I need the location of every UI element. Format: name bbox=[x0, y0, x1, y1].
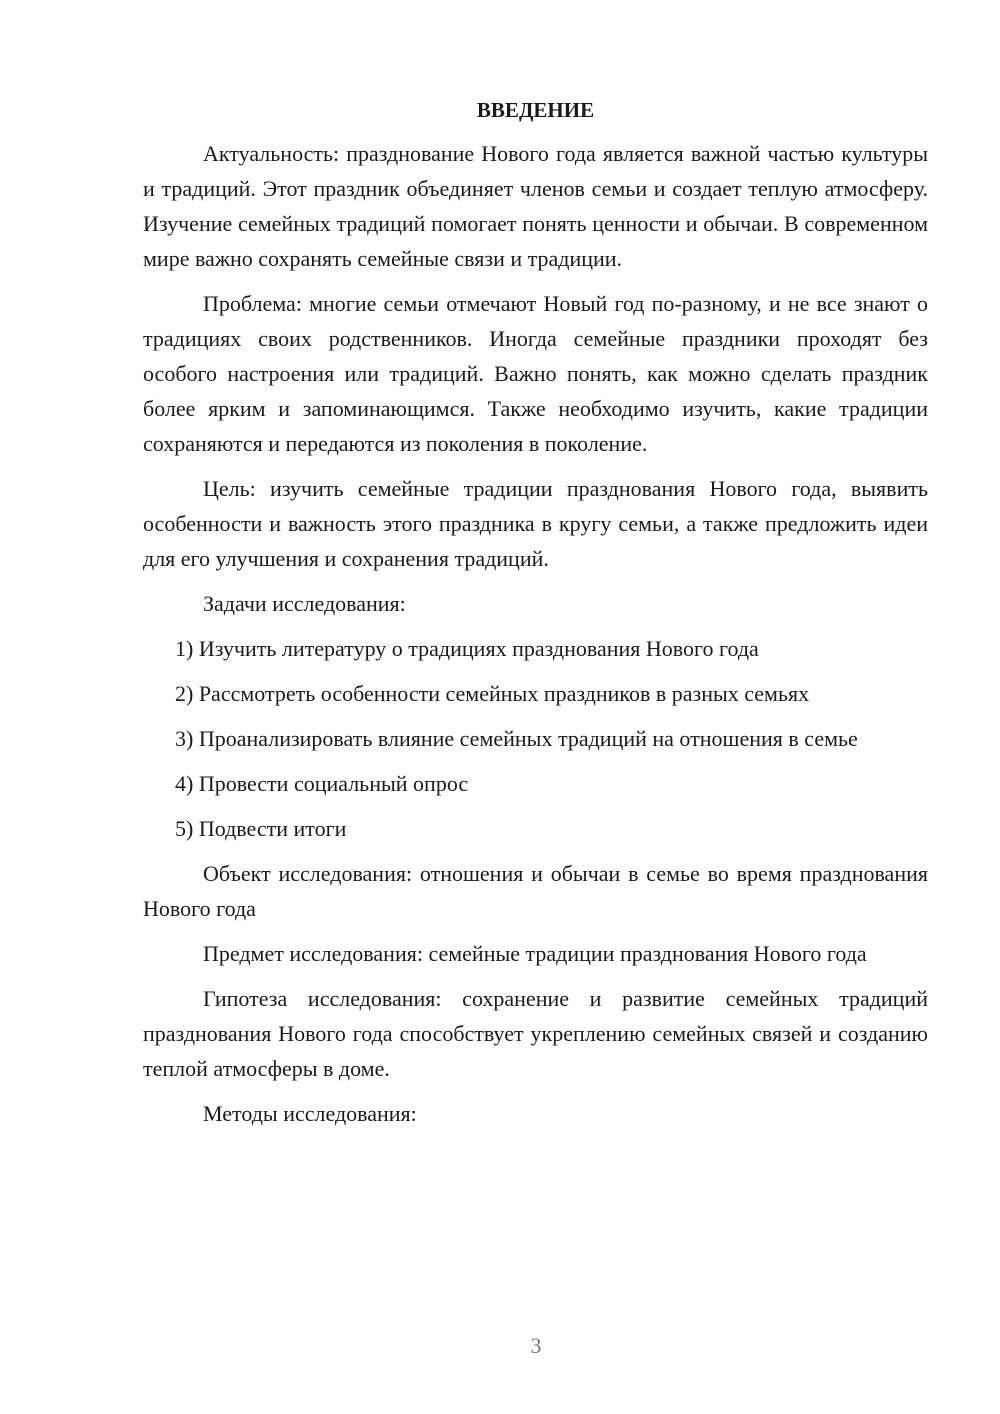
task-item: 5) Подвести итоги bbox=[175, 816, 347, 841]
hypothesis-paragraph: Гипотеза исследования: сохранение и развитие семейных традиций празднования Нового года способствует укреплению семейных связей и созданию теплой атмосферы в доме. bbox=[143, 986, 928, 1081]
methods-heading: Методы исследования: bbox=[203, 1101, 417, 1126]
relevance-paragraph: Актуальность: празднование Нового года является важной частью культуры и традиций. Этот праздник объединяет членов семьи и создает теплую атмосферу. Изучение семейных традиций помогает понять ценности и обычаи. В современном мире важно сохранять семейные связи и традиции. bbox=[143, 141, 928, 271]
object-paragraph: Объект исследования: отношения и обычаи в семье во время празднования Нового года bbox=[143, 861, 928, 921]
problem-paragraph: Проблема: многие семьи отмечают Новый год по-разному, и не все знают о традициях своих родственников. Иногда семейные праздники проходят без особого настроения или традиций. Важно понять, как можно сделать праздник более ярким и запоминающимся. Также необходимо изучить, какие традиции сохраняются и передаются из поколения в поколение. bbox=[143, 291, 928, 456]
goal-paragraph: Цель: изучить семейные традиции празднования Нового года, выявить особенности и важность этого праздника в кругу семьи, а также предложить идеи для его улучшения и сохранения традиций. bbox=[143, 476, 928, 571]
task-item: 1) Изучить литературу о традициях празднования Нового года bbox=[175, 636, 759, 661]
task-item: 4) Провести социальный опрос bbox=[175, 771, 469, 796]
tasks-heading: Задачи исследования: bbox=[203, 591, 406, 616]
subject-paragraph: Предмет исследования: семейные традиции празднования Нового года bbox=[203, 941, 867, 966]
task-item: 3) Проанализировать влияние семейных традиций на отношения в семье bbox=[175, 726, 858, 751]
page-number: 3 bbox=[530, 1333, 542, 1358]
section-title: ВВЕДЕНИЕ bbox=[476, 98, 595, 122]
document-body bbox=[143, 95, 928, 1141]
task-item: 2) Рассмотреть особенности семейных праздников в разных семьях bbox=[175, 681, 810, 706]
